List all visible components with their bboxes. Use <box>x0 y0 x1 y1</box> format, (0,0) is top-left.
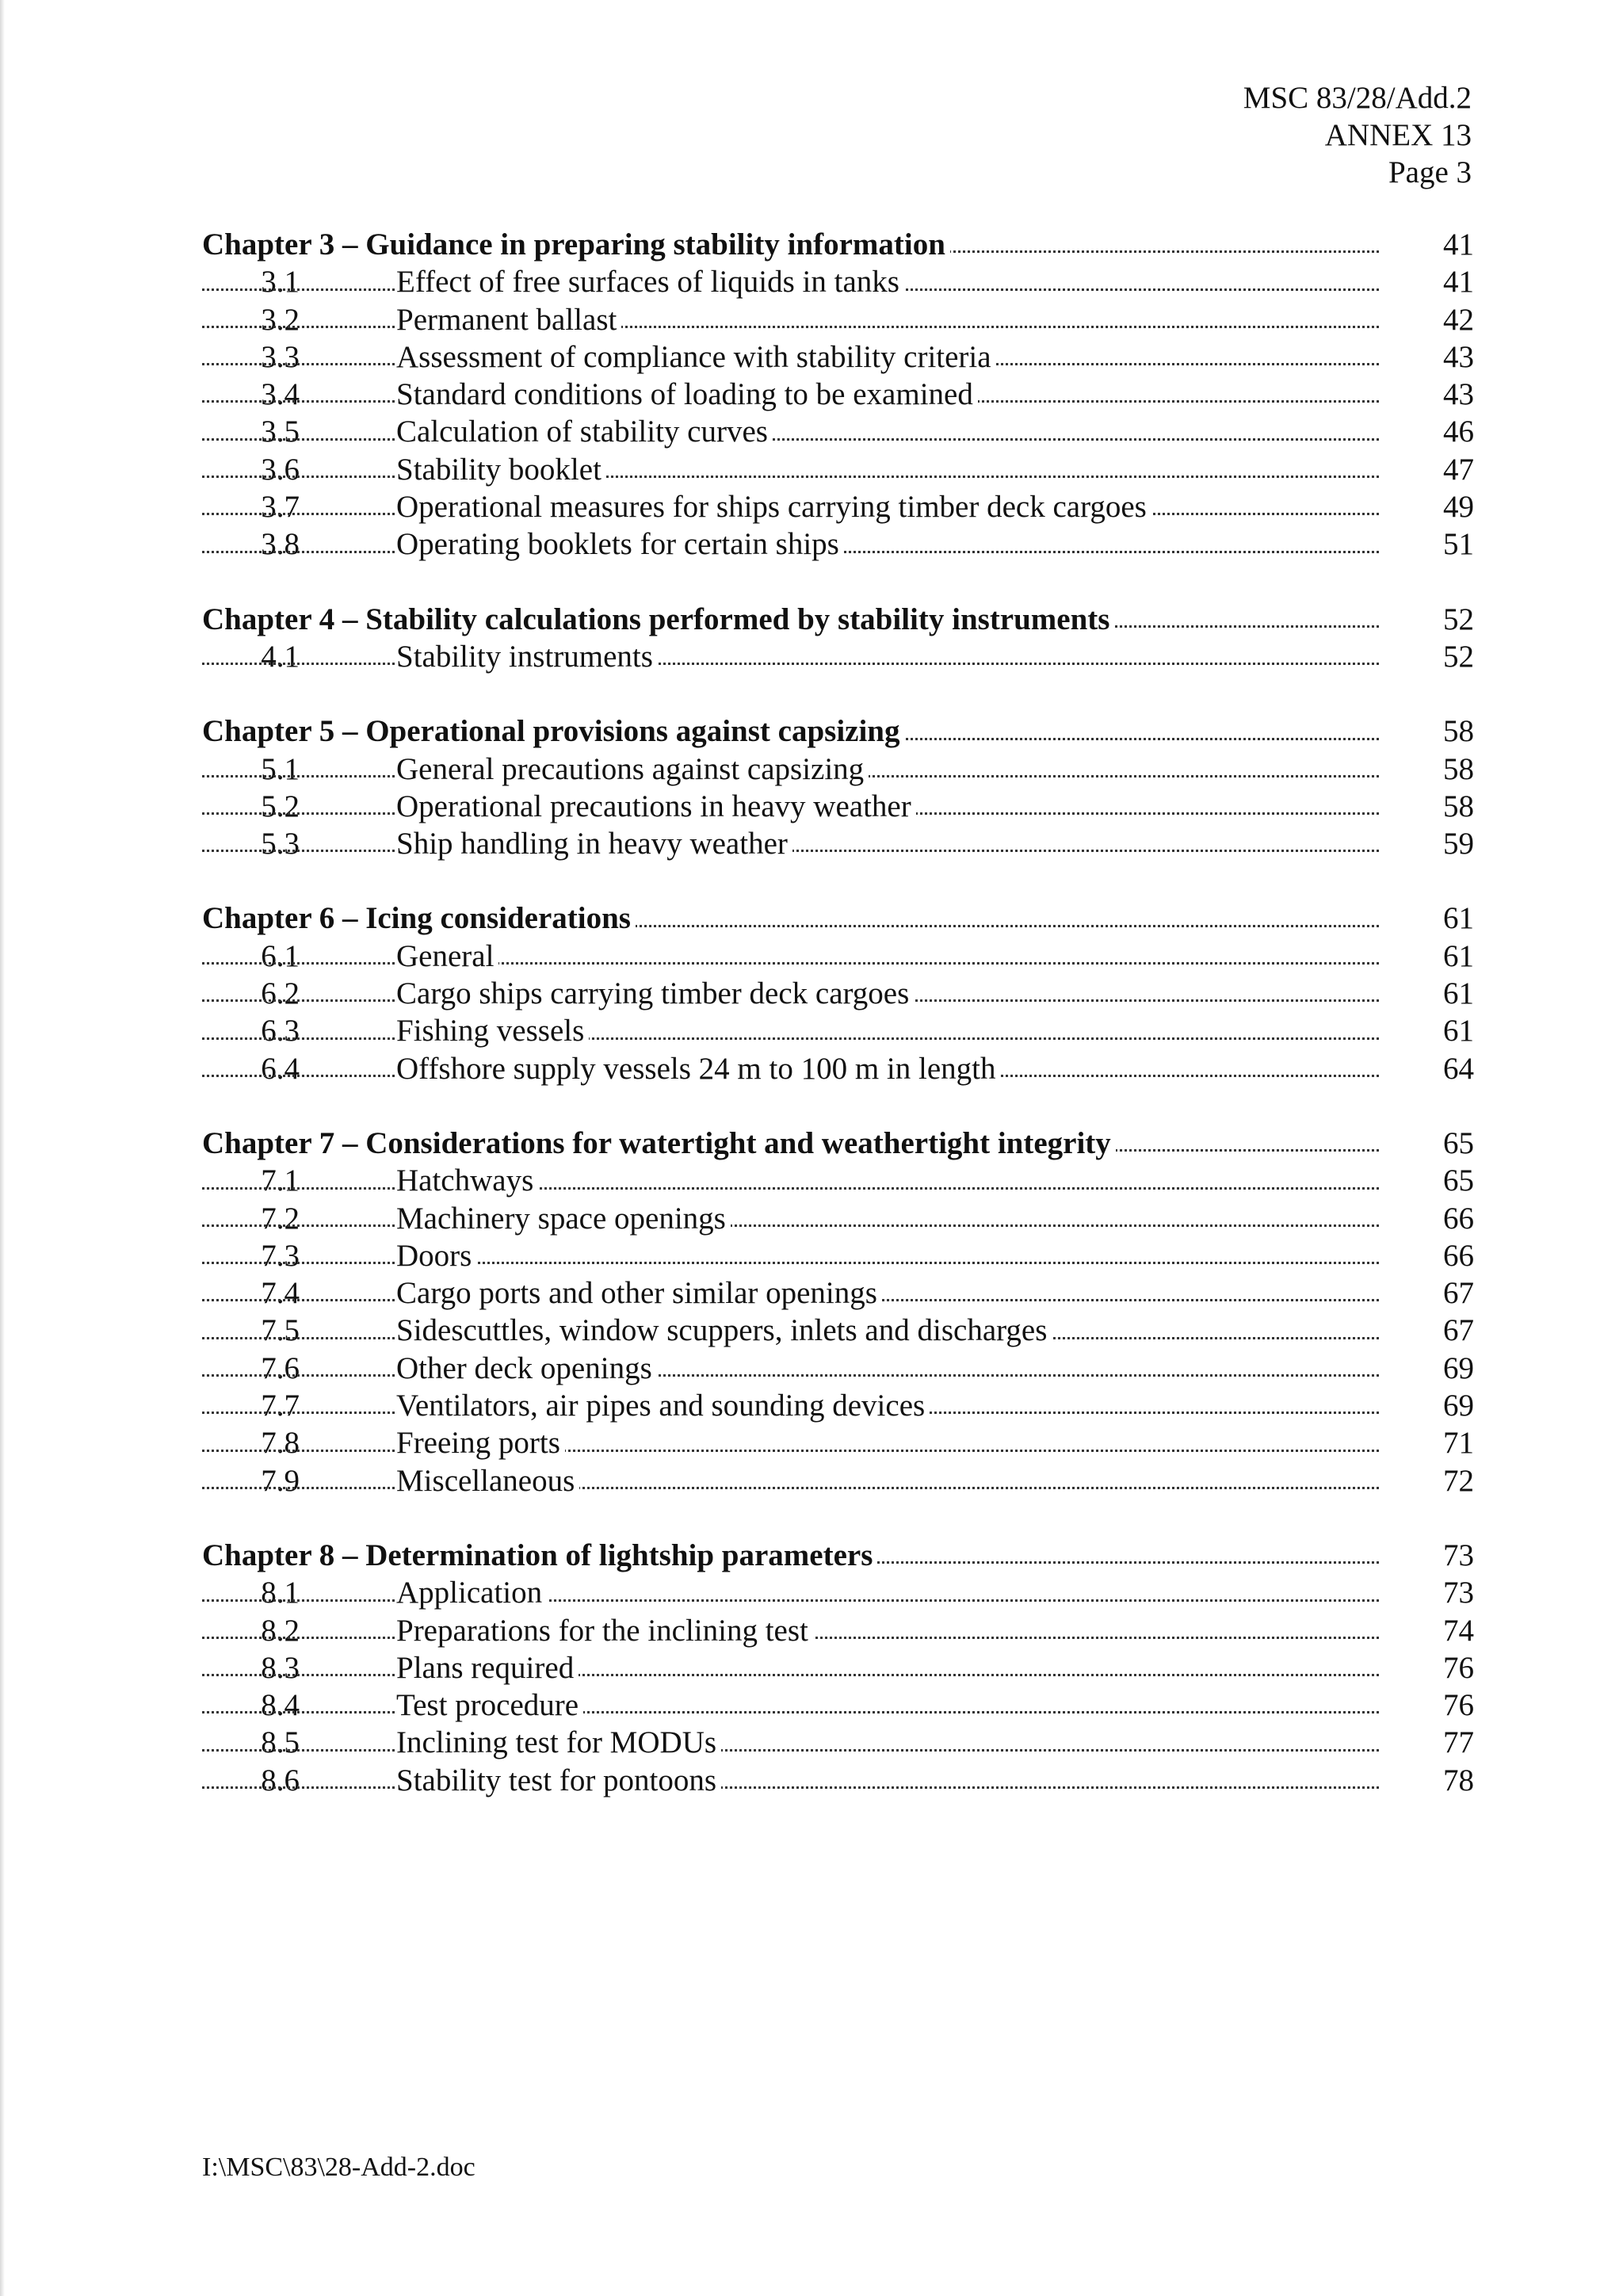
section-page-number: 64 <box>1443 1051 1474 1086</box>
toc-section-entry: 7.1 Hatchways 65 <box>202 1162 1474 1199</box>
section-page-number: 61 <box>1443 938 1474 973</box>
toc-section-entry: 4.1 Stability instruments 52 <box>202 638 1474 675</box>
toc-chapter-block <box>202 1537 1474 1799</box>
dot-leader <box>202 326 1379 328</box>
dot-leader <box>202 1674 1379 1676</box>
section-page-number: 73 <box>1443 1576 1474 1610</box>
section-page-number: 46 <box>1443 415 1474 449</box>
toc-section-entry: 6.3 Fishing vessels 61 <box>202 1012 1474 1049</box>
toc-section-entry: 7.5 Sidescuttles, window scuppers, inlets and discharges 67 <box>202 1312 1474 1349</box>
toc-section-entry: 6.1 General 61 <box>202 938 1474 975</box>
section-page-number: 74 <box>1443 1613 1474 1648</box>
section-title: Test procedure <box>396 1687 583 1724</box>
dot-leader <box>202 962 1379 965</box>
toc-section-entry: 8.5 Inclining test for MODUs 77 <box>202 1724 1474 1761</box>
section-page-number: 42 <box>1443 302 1474 337</box>
dot-leader <box>202 1786 1379 1789</box>
dot-leader <box>202 1224 1379 1227</box>
section-title: Application <box>396 1574 547 1611</box>
toc-section-entry: 3.3 Assessment of compliance with stability criteria 43 <box>202 338 1474 376</box>
section-page-number: 66 <box>1443 1201 1474 1236</box>
section-page-number: 43 <box>1443 377 1474 412</box>
section-title: Doors <box>396 1237 476 1274</box>
footer-file-path: I:\MSC\83\28-Add-2.doc <box>202 2153 475 2182</box>
section-title: Sidescuttles, window scuppers, inlets and discharges <box>396 1312 1052 1349</box>
section-page-number: 61 <box>1443 976 1474 1011</box>
toc-chapter-entry <box>202 601 1474 638</box>
section-title: Operational precautions in heavy weather <box>396 788 916 825</box>
section-page-number: 52 <box>1443 639 1474 674</box>
toc-section-entry: 7.4 Cargo ports and other similar openings 67 <box>202 1274 1474 1312</box>
toc-chapter-entry <box>202 900 1474 937</box>
section-page-number: 76 <box>1443 1650 1474 1685</box>
section-title: Operational measures for ships carrying timber deck cargoes <box>396 488 1151 525</box>
toc-section-entry: 3.7 Operational measures for ships carrying timber deck cargoes 49 <box>202 488 1474 525</box>
section-title: Other deck openings <box>396 1350 657 1387</box>
toc-section-entry: 3.4 Standard conditions of loading to be examined 43 <box>202 376 1474 413</box>
chapter-title: Chapter 6 – Icing considerations <box>202 900 636 937</box>
section-page-number: 51 <box>1443 527 1474 562</box>
toc-section-entry: 8.1 Application 73 <box>202 1574 1474 1611</box>
chapter-title: Chapter 5 – Operational provisions against capsizing <box>202 712 905 750</box>
dot-leader <box>202 1037 1379 1040</box>
section-page-number: 76 <box>1443 1688 1474 1723</box>
section-title: Ventilators, air pipes and sounding devices <box>396 1387 930 1424</box>
section-title: Cargo ports and other similar openings <box>396 1274 882 1312</box>
dot-leader <box>202 663 1379 665</box>
section-page-number: 78 <box>1443 1763 1474 1797</box>
dot-leader <box>202 1187 1379 1190</box>
section-page-number: 72 <box>1443 1463 1474 1498</box>
toc-chapter-entry <box>202 1537 1474 1574</box>
dot-leader <box>202 1262 1379 1264</box>
section-title: Operating booklets for certain ships <box>396 525 844 563</box>
section-title: Plans required <box>396 1649 579 1687</box>
section-title: Calculation of stability curves <box>396 413 773 450</box>
dot-leader <box>202 438 1379 441</box>
section-page-number: 77 <box>1443 1725 1474 1760</box>
page-number-label: Page 3 <box>1388 155 1472 189</box>
section-page-number: 58 <box>1443 751 1474 786</box>
section-title: Stability instruments <box>396 638 658 675</box>
toc-section-entry: 7.7 Ventilators, air pipes and sounding devices 69 <box>202 1387 1474 1424</box>
annex-label: ANNEX 13 <box>1324 118 1472 152</box>
toc-section-entry: 7.9 Miscellaneous 72 <box>202 1462 1474 1499</box>
section-page-number: 69 <box>1443 1350 1474 1385</box>
chapter-page-number: 73 <box>1443 1538 1474 1572</box>
toc-section-entry: 6.2 Cargo ships carrying timber deck cargoes 61 <box>202 975 1474 1012</box>
section-page-number: 47 <box>1443 452 1474 487</box>
dot-leader <box>202 1599 1379 1602</box>
dot-leader <box>202 1487 1379 1489</box>
dot-leader <box>202 476 1379 478</box>
toc-section-entry: 3.2 Permanent ballast 42 <box>202 301 1474 338</box>
section-title: Preparations for the inclining test <box>396 1612 813 1649</box>
toc-section-entry: 7.6 Other deck openings 69 <box>202 1350 1474 1387</box>
dot-leader <box>202 1450 1379 1452</box>
section-title: Stability booklet <box>396 451 606 488</box>
toc-chapter-block <box>202 601 1474 676</box>
toc-chapter-entry <box>202 226 1474 263</box>
section-title: Hatchways <box>396 1162 538 1199</box>
page-edge-shadow <box>0 0 5 2296</box>
section-title: Offshore supply vessels 24 m to 100 m in length <box>396 1050 1000 1087</box>
section-page-number: 66 <box>1443 1238 1474 1273</box>
section-title: General <box>396 938 498 975</box>
section-title: Fishing vessels <box>396 1012 589 1049</box>
toc-section-entry: 6.4 Offshore supply vessels 24 m to 100 m in length 64 <box>202 1050 1474 1087</box>
dot-leader <box>202 1374 1379 1377</box>
toc-section-entry: 7.8 Freeing ports 71 <box>202 1424 1474 1461</box>
dot-leader <box>202 1711 1379 1713</box>
toc-section-entry: 3.6 Stability booklet 47 <box>202 451 1474 488</box>
section-title: Stability test for pontoons <box>396 1762 721 1799</box>
toc-section-entry: 8.4 Test procedure 76 <box>202 1687 1474 1724</box>
chapter-title: Chapter 8 – Determination of lightship parameters <box>202 1537 877 1574</box>
chapter-title: Chapter 4 – Stability calculations performed by stability instruments <box>202 601 1114 638</box>
toc-section-entry: 5.2 Operational precautions in heavy weather 58 <box>202 788 1474 825</box>
toc-chapter-entry <box>202 1125 1474 1162</box>
dot-leader <box>202 1749 1379 1752</box>
section-page-number: 67 <box>1443 1276 1474 1311</box>
toc-section-entry: 3.1 Effect of free surfaces of liquids in tanks 41 <box>202 263 1474 300</box>
document-reference: MSC 83/28/Add.2 <box>1243 81 1472 115</box>
toc-chapter-block <box>202 1125 1474 1499</box>
toc-chapter-block <box>202 900 1474 1087</box>
section-title: Miscellaneous <box>396 1462 579 1499</box>
section-page-number: 41 <box>1443 265 1474 300</box>
section-title: Standard conditions of loading to be examined <box>396 376 978 413</box>
toc-chapter-entry <box>202 712 1474 750</box>
toc-section-entry: 8.6 Stability test for pontoons 78 <box>202 1762 1474 1799</box>
section-title: Effect of free surfaces of liquids in tanks <box>396 263 904 300</box>
section-page-number: 67 <box>1443 1313 1474 1348</box>
toc-chapter-block <box>202 712 1474 862</box>
section-title: General precautions against capsizing <box>396 751 869 788</box>
toc-section-entry: 3.5 Calculation of stability curves 46 <box>202 413 1474 450</box>
section-title: Assessment of compliance with stability criteria <box>396 338 996 376</box>
section-title: Ship handling in heavy weather <box>396 825 792 862</box>
section-page-number: 58 <box>1443 789 1474 823</box>
chapter-title: Chapter 3 – Guidance in preparing stability information <box>202 226 950 263</box>
toc-section-entry: 3.8 Operating booklets for certain ships 51 <box>202 525 1474 563</box>
toc-section-entry: 8.3 Plans required 76 <box>202 1649 1474 1687</box>
toc-section-entry: 7.3 Doors 66 <box>202 1237 1474 1274</box>
section-page-number: 43 <box>1443 339 1474 374</box>
section-title: Permanent ballast <box>396 301 621 338</box>
toc-section-entry: 7.2 Machinery space openings 66 <box>202 1200 1474 1237</box>
toc-chapter-block <box>202 226 1474 563</box>
page-header <box>1243 79 1472 191</box>
toc-section-entry: 8.2 Preparations for the inclining test 74 <box>202 1612 1474 1649</box>
section-page-number: 71 <box>1443 1426 1474 1461</box>
table-of-contents <box>202 226 1474 1836</box>
section-page-number: 65 <box>1443 1163 1474 1198</box>
section-title: Machinery space openings <box>396 1200 731 1237</box>
section-title: Freeing ports <box>396 1424 565 1461</box>
chapter-page-number: 58 <box>1443 714 1474 749</box>
chapter-title: Chapter 7 – Considerations for watertight and weathertight integrity <box>202 1125 1116 1162</box>
section-page-number: 59 <box>1443 827 1474 861</box>
section-title: Cargo ships carrying timber deck cargoes <box>396 975 914 1012</box>
chapter-page-number: 65 <box>1443 1125 1474 1160</box>
section-title: Inclining test for MODUs <box>396 1724 721 1761</box>
toc-section-entry: 5.3 Ship handling in heavy weather 59 <box>202 825 1474 862</box>
section-page-number: 61 <box>1443 1014 1474 1049</box>
chapter-page-number: 41 <box>1443 227 1474 262</box>
toc-section-entry: 5.1 General precautions against capsizing 58 <box>202 751 1474 788</box>
chapter-page-number: 52 <box>1443 602 1474 636</box>
section-page-number: 49 <box>1443 490 1474 525</box>
chapter-page-number: 61 <box>1443 901 1474 936</box>
section-page-number: 69 <box>1443 1389 1474 1423</box>
